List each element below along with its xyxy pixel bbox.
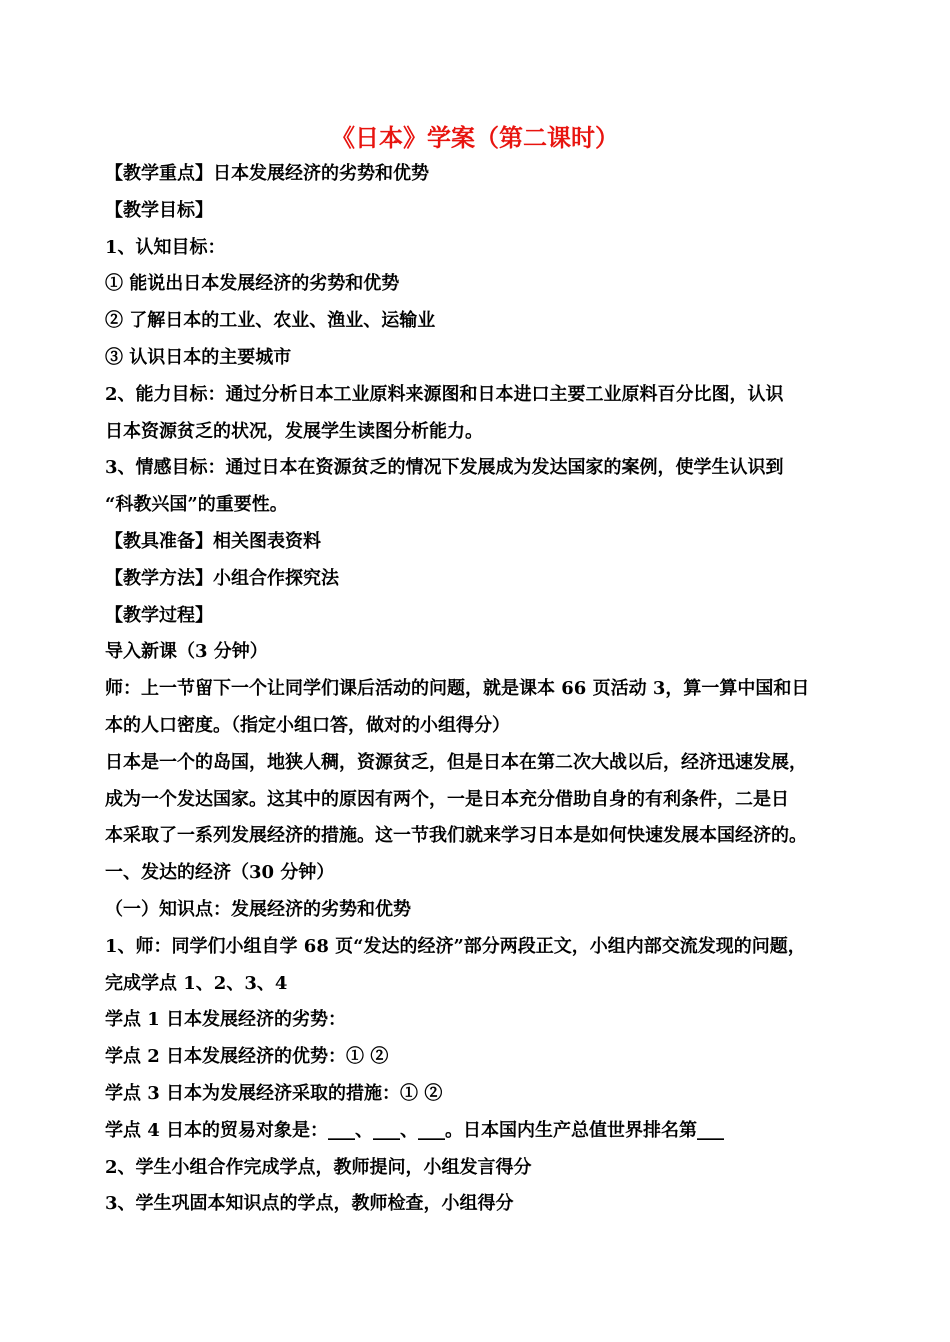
text-line: 本的人口密度。（指定小组口答，做对的小组得分） xyxy=(105,714,510,736)
text-line: 3、情感目标：通过日本在资源贫乏的情况下发展成为发达国家的案例，使学生认识到 xyxy=(105,457,784,479)
text-line: 师：上一节留下一个让同学们课后活动的问题，就是课本 66 页活动 3，算一算中国和日 xyxy=(105,678,810,700)
text-line: 学点 4 日本的贸易对象是：___、___、___。日本国内生产总值世界排名第___ xyxy=(105,1119,725,1141)
text-line: 2、学生小组合作完成学点，教师提问，小组发言得分 xyxy=(105,1156,532,1178)
text-line: 【教具准备】相关图表资料 xyxy=(105,530,321,552)
text-line: 成为一个发达国家。这其中的原因有两个，一是日本充分借助自身的有利条件，二是日 xyxy=(105,788,789,810)
text-line: 完成学点 1、2、3、4 xyxy=(105,972,288,994)
text-line: （一）知识点：发展经济的劣势和优势 xyxy=(105,898,411,920)
text-line: ① 能说出日本发展经济的劣势和优势 xyxy=(105,273,400,295)
page-title: 《日本》学案（第二课时） xyxy=(331,123,619,152)
text-line: 1、认知目标： xyxy=(105,236,226,258)
text-line: 导入新课（3 分钟） xyxy=(105,641,268,663)
text-line: 学点 2 日本发展经济的优势：① ② xyxy=(105,1046,389,1068)
text-line: 一、发达的经济（30 分钟） xyxy=(105,862,335,884)
text-line: 日本资源贫乏的状况，发展学生读图分析能力。 xyxy=(105,420,483,442)
text-line: 3、学生巩固本知识点的学点，教师检查，小组得分 xyxy=(105,1193,514,1215)
text-line: ② 了解日本的工业、农业、渔业、运输业 xyxy=(105,310,436,332)
document-body xyxy=(105,156,860,1223)
text-line: 【教学过程】 xyxy=(105,604,213,626)
text-line: 1、师：同学们小组自学 68 页“发达的经济”部分两段正文，小组内部交流发现的问题， xyxy=(105,935,806,957)
text-line: 【教学目标】 xyxy=(105,199,213,221)
text-line: 【教学重点】日本发展经济的劣势和优势 xyxy=(105,163,429,184)
text-line: 学点 1 日本发展经济的劣势： xyxy=(105,1009,347,1031)
text-line: 【教学方法】小组合作探究法 xyxy=(105,567,339,589)
text-line: 2、能力目标：通过分析日本工业原料来源图和日本进口主要工业原料百分比图，认识 xyxy=(105,383,784,405)
text-line: 日本是一个的岛国，地狭人稠，资源贫乏，但是日本在第二次大战以后，经济迅速发展， xyxy=(105,751,807,773)
text-line: ③ 认识日本的主要城市 xyxy=(105,346,292,368)
text-line: 学点 3 日本为发展经济采取的措施：① ② xyxy=(105,1082,443,1104)
text-line: “科教兴国”的重要性。 xyxy=(105,494,288,516)
text-line: 本采取了一系列发展经济的措施。这一节我们就来学习日本是如何快速发展本国经济的。 xyxy=(105,825,807,847)
